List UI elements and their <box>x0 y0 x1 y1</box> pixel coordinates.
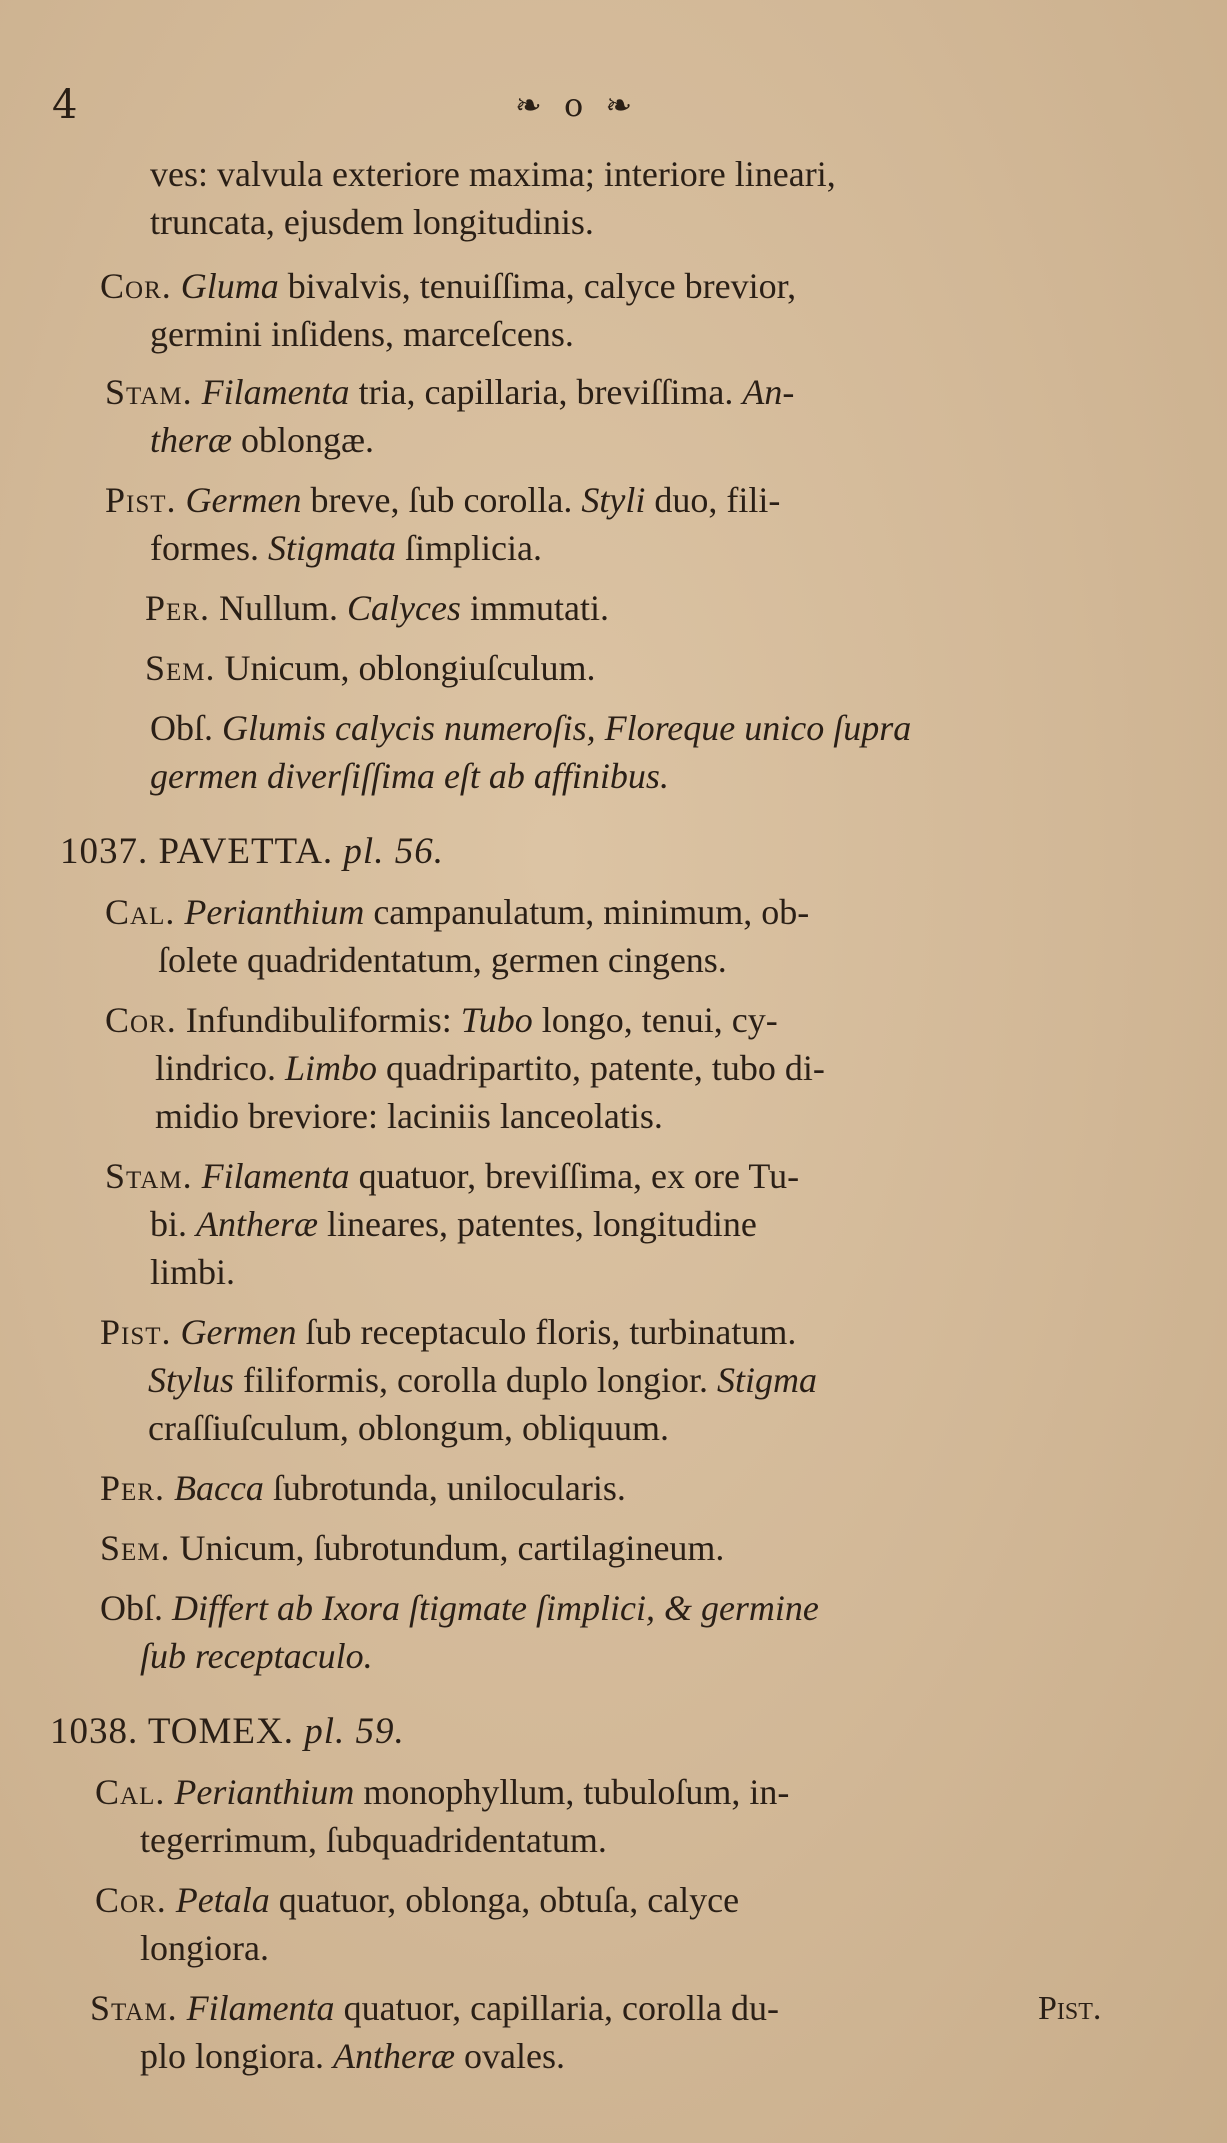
text-line <box>150 418 374 462</box>
text-segment: quatuor, capillaria, corolla du- <box>334 1988 779 2028</box>
text-segment: lindrico. <box>155 1048 285 1088</box>
text-segment: craſſiuſculum, oblongum, obliquum. <box>148 1408 669 1448</box>
text-segment <box>175 892 184 932</box>
text-segment: longo, tenui, cy- <box>532 1000 778 1040</box>
part-label: Cal. <box>105 892 176 932</box>
part-label: Pist. <box>105 480 177 520</box>
text-segment: Styli <box>581 480 646 520</box>
part-label: Stam. <box>105 372 193 412</box>
text-line <box>150 152 836 196</box>
text-line <box>140 1818 607 1862</box>
text-segment: oblongæ. <box>232 420 375 460</box>
text-line <box>150 706 911 750</box>
text-line <box>100 1526 724 1570</box>
text-line <box>105 478 780 522</box>
text-segment: Infundibuliformis: <box>176 1000 461 1040</box>
text-segment: Antheræ <box>196 1204 319 1244</box>
text-segment: germini inſidens, marceſcens. <box>150 314 574 354</box>
text-segment: Obſ. <box>150 708 222 748</box>
text-segment: Differt ab Ixora ſtigmate ſimplici, & germine <box>172 1588 819 1628</box>
text-segment: Unicum, ſubrotundum, cartilagineum. <box>170 1528 725 1568</box>
genus-heading <box>60 830 444 874</box>
text-segment <box>193 372 202 412</box>
part-label: Cor. <box>95 1880 167 1920</box>
text-segment: An- <box>742 372 795 412</box>
text-line <box>155 1046 825 1090</box>
text-segment: Glumis calycis numeroſis, Floreque unico ſupra <box>222 708 912 748</box>
text-line <box>95 1770 789 1814</box>
text-segment: midio breviore: laciniis lanceolatis. <box>155 1096 663 1136</box>
text-segment: germen diverſiſſima eſt ab affinibus. <box>150 756 669 796</box>
text-line <box>105 1154 799 1198</box>
text-segment: quatuor, breviſſima, ex ore Tu- <box>349 1156 800 1196</box>
text-segment: quadripartito, patente, tubo di- <box>377 1048 825 1088</box>
text-segment: theræ <box>150 420 233 460</box>
header-ornament: ❧ o ❧ <box>515 86 639 124</box>
part-label: Sem. <box>100 1528 171 1568</box>
text-line <box>100 1586 819 1630</box>
text-segment: Petala <box>175 1880 270 1920</box>
genus-heading <box>50 1710 405 1754</box>
text-segment <box>178 1988 187 2028</box>
text-line <box>100 1310 796 1354</box>
text-segment: Germen <box>185 480 302 520</box>
text-segment: pl. 59. <box>304 1711 405 1752</box>
text-segment: Unicum, oblongiuſculum. <box>215 648 596 688</box>
page-number: 4 <box>52 82 78 128</box>
text-line <box>158 938 727 982</box>
text-segment: Nullum. <box>209 588 347 628</box>
text-segment <box>167 1880 176 1920</box>
text-segment: Perianthium <box>184 892 365 932</box>
part-label: Cor. <box>100 266 172 306</box>
text-line <box>140 2034 565 2078</box>
text-line <box>105 998 778 1042</box>
text-segment: Filamenta <box>201 372 350 412</box>
text-segment: Bacca <box>173 1468 264 1508</box>
text-segment: Stigmata <box>267 528 396 568</box>
text-line <box>140 1634 373 1678</box>
text-segment: ſimplicia. <box>395 528 542 568</box>
part-label: Stam. <box>105 1156 193 1196</box>
text-segment: limbi. <box>150 1252 236 1292</box>
part-label: Cal. <box>95 1772 166 1812</box>
text-segment: Perianthium <box>174 1772 355 1812</box>
text-segment: filiformis, corolla duplo longior. <box>234 1360 717 1400</box>
part-label: Cor. <box>105 1000 177 1040</box>
text-segment <box>172 266 181 306</box>
text-segment: ſub receptaculo floris, turbinatum. <box>296 1312 797 1352</box>
text-line <box>90 1986 779 2030</box>
text-segment <box>165 1772 174 1812</box>
part-label: Pist. <box>100 1312 172 1352</box>
text-segment: plo longiora. <box>140 2036 333 2076</box>
part-label: Per. <box>100 1468 165 1508</box>
text-segment: tria, capillaria, breviſſima. <box>349 372 743 412</box>
text-segment: 1038. TOMEX. <box>50 1711 305 1752</box>
text-segment: Antheræ <box>332 2036 455 2076</box>
text-line <box>150 312 574 356</box>
text-segment: Stigma <box>716 1360 817 1400</box>
text-line <box>150 200 594 244</box>
catchword: Pist. <box>1038 1990 1102 2027</box>
text-line <box>150 526 542 570</box>
text-segment <box>193 1156 202 1196</box>
text-segment <box>177 480 186 520</box>
text-segment: bivalvis, tenuiſſima, calyce brevior, <box>278 266 797 306</box>
text-segment: quatuor, oblonga, obtuſa, calyce <box>269 1880 740 1920</box>
text-line <box>150 1250 235 1294</box>
text-segment: Limbo <box>284 1048 378 1088</box>
text-line <box>100 1466 626 1510</box>
text-segment: longiora. <box>140 1928 269 1968</box>
text-segment: lineares, patentes, longitudine <box>318 1204 757 1244</box>
text-segment: formes. <box>150 528 268 568</box>
text-segment <box>172 1312 181 1352</box>
text-line <box>148 1358 817 1402</box>
text-line <box>140 1926 269 1970</box>
text-segment: campanulatum, minimum, ob- <box>364 892 810 932</box>
text-line <box>95 1878 739 1922</box>
text-segment: duo, fili- <box>645 480 781 520</box>
text-segment: Filamenta <box>186 1988 335 2028</box>
text-segment: Tubo <box>460 1000 533 1040</box>
text-segment: bi. <box>150 1204 197 1244</box>
part-label: Sem. <box>145 648 216 688</box>
text-segment: Germen <box>180 1312 297 1352</box>
text-segment: ſub receptaculo. <box>140 1636 373 1676</box>
text-segment <box>165 1468 174 1508</box>
text-line <box>100 264 796 308</box>
text-line <box>150 1202 757 1246</box>
text-line <box>148 1406 669 1450</box>
text-segment: Stylus <box>148 1360 234 1400</box>
text-segment: Obſ. <box>100 1588 172 1628</box>
text-segment: ſolete quadridentatum, germen cingens. <box>158 940 727 980</box>
text-line <box>150 754 669 798</box>
text-segment: 1037. PAVETTA. <box>60 831 344 872</box>
part-label: Stam. <box>90 1988 178 2028</box>
page-header <box>0 82 1227 132</box>
text-segment: breve, ſub corolla. <box>301 480 582 520</box>
text-segment: ſubrotunda, unilocularis. <box>263 1468 626 1508</box>
text-line <box>145 586 609 630</box>
text-line <box>105 890 809 934</box>
text-line <box>105 370 794 414</box>
text-segment: ves: valvula exteriore maxima; interiore lineari, <box>150 154 836 194</box>
text-segment: Calyces <box>346 588 461 628</box>
text-segment: Filamenta <box>201 1156 350 1196</box>
text-segment: ovales. <box>454 2036 565 2076</box>
text-segment: truncata, ejusdem longitudinis. <box>150 202 594 242</box>
text-segment: pl. 56. <box>343 831 444 872</box>
text-line <box>145 646 596 690</box>
text-segment: monophyllum, tubuloſum, in- <box>354 1772 790 1812</box>
text-segment: immutati. <box>460 588 609 628</box>
text-segment: Gluma <box>180 266 279 306</box>
text-segment: tegerrimum, ſubquadridentatum. <box>140 1820 607 1860</box>
part-label: Per. <box>145 588 210 628</box>
text-line <box>155 1094 663 1138</box>
